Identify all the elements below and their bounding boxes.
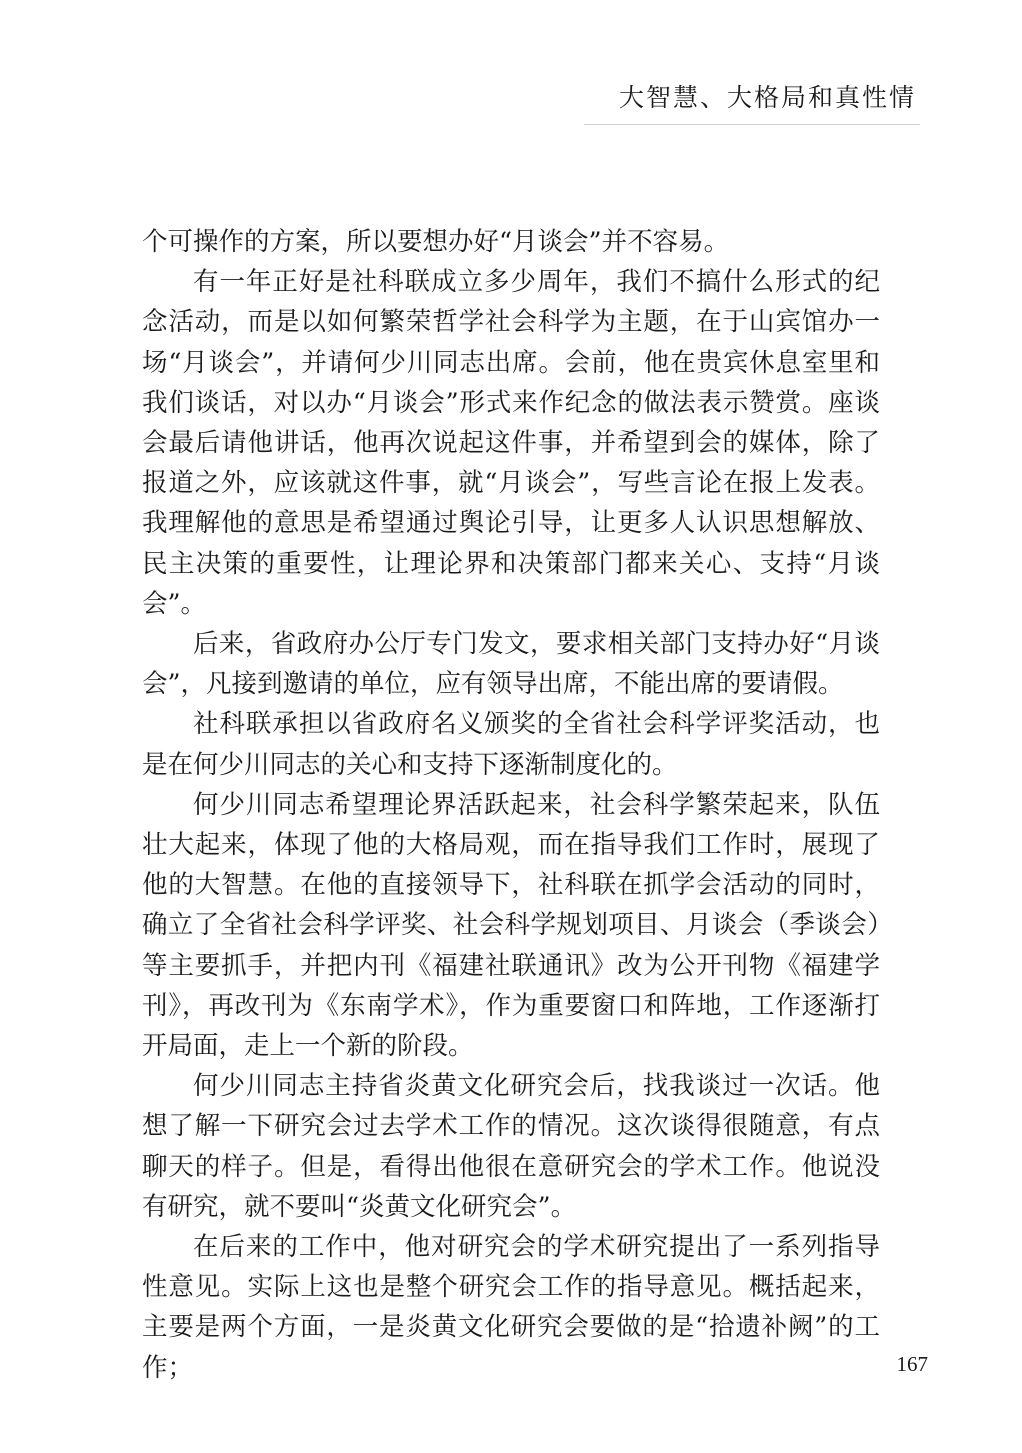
body-text <box>142 222 880 1388</box>
paragraph: 何少川同志希望理论界活跃起来，社会科学繁荣起来，队伍壮大起来，体现了他的大格局观，而在指导我们工作时，展现了他的大智慧。在他的直接领导下，社科联在抓学会活动的同时，确立了全省社会科学评奖、社会科学规划项目、月谈会（季谈会）等主要抓手，并把内刊《福建社联通讯》改为公开刊物《福建学刊》，再改刊为《东南学术》，作为重要窗口和阵地，工作逐渐打开局面，走上一个新的阶段。 <box>142 789 880 1062</box>
paragraph: 何少川同志主持省炎黄文化研究会后，找我谈过一次话。他想了解一下研究会过去学术工作的情况。这次谈得很随意，有点聊天的样子。但是，看得出他很在意研究会的学术工作。他说没有研究，就不要叫“炎黄文化研究会”。 <box>142 1071 880 1222</box>
header-divider <box>584 124 920 125</box>
paragraph: 后来，省政府办公厅专门发文，要求相关部门支持办好“月谈会”，凡接到邀请的单位，应有领导出席，不能出席的要请假。 <box>142 629 880 700</box>
paragraph: 社科联承担以省政府名义颁奖的全省社会科学评奖活动，也是在何少川同志的关心和支持下逐渐制度化的。 <box>142 709 880 780</box>
paragraph: 在后来的工作中，他对研究会的学术研究提出了一系列指导性意见。实际上这也是整个研究会工作的指导意见。概括起来，主要是两个方面，一是炎黄文化研究会要做的是“拾遗补阙”的工作； <box>142 1232 880 1383</box>
paragraph-continued: 个可操作的方案，所以要想办好“月谈会”并不容易。 <box>142 227 730 257</box>
page-number: 167 <box>896 1352 928 1376</box>
running-header: 大智慧、大格局和真性情 <box>618 83 916 112</box>
paragraph: 有一年正好是社科联成立多少周年，我们不搞什么形式的纪念活动，而是以如何繁荣哲学社会科学为主题，在于山宾馆办一场“月谈会”，并请何少川同志出席。会前，他在贵宾休息室里和我们谈话，对以办“月谈会”形式来作纪念的做法表示赞赏。座谈会最后请他讲话，他再次说起这件事，并希望到会的媒体，除了报道之外，应该就这件事，就“月谈会”，写些言论在报上发表。我理解他的意思是希望通过舆论引导，让更多人认识思想解放、民主决策的重要性，让理论界和决策部门都来关心、支持“月谈会”。 <box>142 267 880 619</box>
